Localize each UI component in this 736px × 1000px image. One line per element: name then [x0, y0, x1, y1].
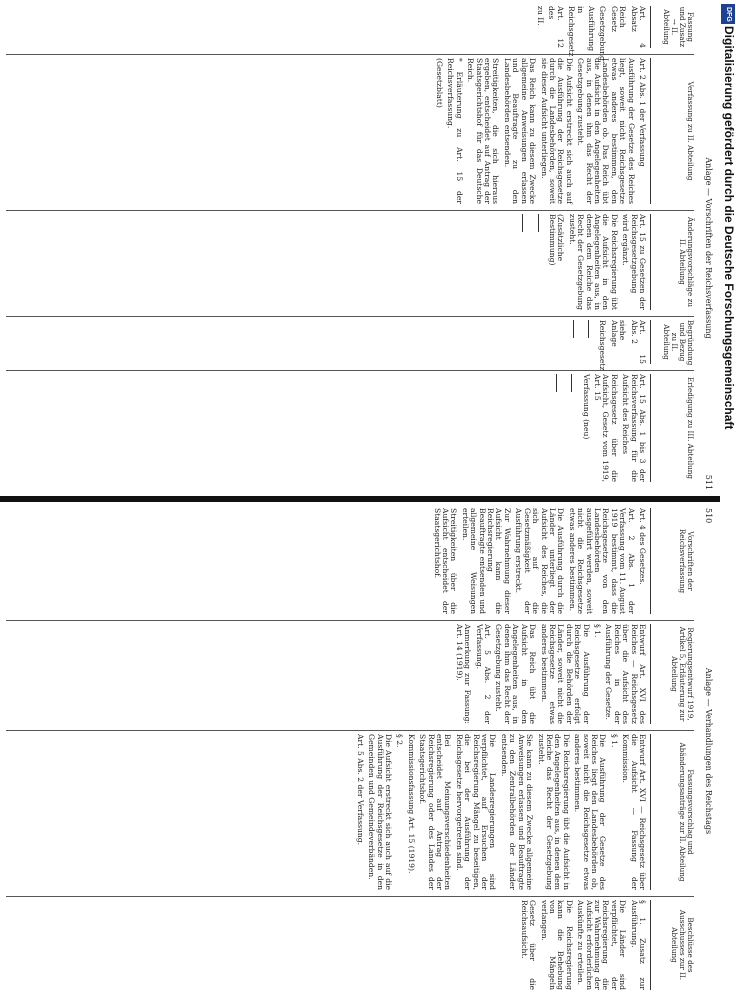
lower-column-3: [6, 734, 694, 894]
column-text: Streitigkeiten über die Aufsicht entscheidet der Staatsgerichtshof.: [432, 508, 459, 614]
column-text: Gesetz über die Reichsaufsicht.: [519, 900, 538, 990]
upper-columns: [6, 6, 694, 490]
lower-column-2: [6, 624, 694, 728]
column-text: Die Reichsregierung übt die Aufsicht in den Angelegenheiten aus, in denen dem Reiche das Recht der Gesetzgebung zusteht.: [567, 214, 619, 310]
column-text: § 2.: [395, 734, 405, 748]
upper-column-4: [6, 320, 695, 371]
column-rule: [6, 730, 694, 731]
upper-column-5: [6, 374, 694, 486]
column-header: Beschlüsse des Ausschusses zur II. Abteilung: [650, 900, 694, 990]
column-text: Art. 15 Abs. 2: [629, 320, 647, 364]
column-text: Die Aufsicht erstreckt sich auch auf die Ausführung der Reichsgesetze durch die Landesbehörden, soweit sie dieser Aufsicht unterliegen.: [539, 58, 574, 204]
column-text: Art. 5 Abs. 2 der Verfassung.: [474, 624, 493, 724]
column-header: Fassung und Zusatz → II. Abteilung: [650, 6, 694, 48]
column-text: Zur Wahrnehmung dieser Aufsicht kann die Reichsregierung Beauftragte entsenden und allgemeine Weisungen erteilen.: [460, 508, 512, 614]
lower-page: [0, 502, 720, 1000]
blank-dash: [538, 214, 539, 232]
column-header: Erledigung zu III. Abteilung: [650, 374, 694, 482]
column-text: Streitigkeiten, die sich hieraus ergeben, entscheidet auf Antrag der Staatsgerichtshof für das Deutsche Reich.: [466, 58, 501, 204]
digitization-banner: [720, 0, 736, 1000]
lower-column-1: [6, 508, 694, 618]
column-text: Entwurf Art. XVI des Reiches — Reichsgesetz über die Aufsicht des Reiches in der Ausführung der Gesetze.: [604, 624, 647, 724]
column-text: Ausführung der Gesetze des Reiches liegt, soweit nicht Reichsgesetze etwas anderes bestimmen, den Landesbehörden ob. Das Reich übt die Aufsicht in den Angelegenheiten aus, in denen ihm das Recht der Gesetzgebung zusteht.: [576, 58, 636, 204]
column-header: Begründung und Bezug zu II. Abteilung: [650, 320, 694, 364]
column-text: Kommissionsfassung Art. 15 (1919).: [406, 734, 416, 874]
column-rule: [6, 210, 694, 211]
column-text: Sie kann zu diesem Zwecke allgemeine Anweisungen erlassen und Beauftragte zu den Zentralbehörden der Länder entsenden.: [499, 734, 535, 890]
column-text: Die Reichsregierung übt die Aufsicht in den Angelegenheiten aus, in denen dem Reiche das Recht der Gesetzgebung zusteht.: [536, 734, 571, 890]
upper-running-head: Anlage — Vorschriften der Reichsverfassung: [704, 157, 713, 339]
lower-column-4: [6, 900, 694, 994]
column-header: Änderungsvorschläge zu II. Abteilung: [650, 214, 694, 310]
column-text: Art. 12 des: [547, 6, 565, 48]
lower-page-number: 510: [704, 508, 713, 524]
upper-column-1: [6, 6, 695, 61]
column-text: Verfassung (neu): [581, 374, 591, 440]
column-text: siehe Anlage: [609, 320, 628, 347]
column-text: Art. 4 des Gesetzes.: [638, 508, 647, 585]
column-header: Verfassung zu II. Abteilung: [650, 58, 694, 204]
column-text: Das Reich kann zu diesem Zwecke allgemeine Anweisungen erlassen und Beauftragte zu den Landesbehörden entsenden.: [502, 58, 538, 204]
column-text: in Reichsgesetz: [567, 6, 585, 57]
column-text: Art. 2 Abs. 1 der Verfassung: [638, 58, 647, 167]
column-text: Die Länder sind verpflichtet, der Reichsregierung die zur Wahrnehmung der Aufsicht erforderlichen Auskünfte zu erteilen.: [576, 900, 628, 990]
column-text: Art. 4 Absatz: [629, 6, 647, 48]
upper-page-number: 511: [704, 474, 713, 490]
blank-dash: [522, 214, 523, 232]
upper-column-2: [6, 58, 694, 208]
column-header: Fassungsvorschlag und Abänderungsanträge zur II. Abteilung: [650, 734, 694, 890]
upper-column-3: [6, 214, 694, 314]
column-text: Art. 2 Abs. 1 der Verfassung vom 11. August 1919 bestimmt, dass die Reichsgesetze von den Landesbehörden ausgeführt werden, soweit nicht die Reichsgesetze etwas anderes bestimmen.: [567, 508, 636, 614]
upper-page: [0, 0, 720, 496]
column-text: Die Ausführung der Gesetze des Reiches liegt den Landesbehörden ob, soweit nicht die Reichsgesetze etwas anderes bestimmen.: [573, 734, 608, 890]
column-text: Anmerkung zur Fassung: Art. 14 (1919).: [454, 624, 473, 724]
lower-columns: [6, 508, 694, 994]
column-text: * Erläuterung zu Art. 15 der Reichsverfassung.: [446, 58, 464, 204]
blank-dash: [588, 320, 589, 338]
column-text: Die Ausführung der Reichsgesetze erfolgt durch die Behörden der Länder, soweit nicht die Reichsgesetze etwas anderes bestimmen.: [539, 624, 591, 724]
column-text: (Zusätzliche Bestimmung): [547, 214, 566, 266]
column-text: § 1.: [609, 734, 619, 748]
column-text: § 1.: [592, 624, 602, 638]
blank-dash: [573, 320, 574, 338]
column-text: Art. 5 Abs. 2 der Verfassung.: [355, 734, 365, 846]
column-text: Bei Meinungsverschiedenheiten entscheidet auf Antrag der Reichsregierung oder des Landes der Staatsgerichtshof.: [418, 734, 453, 890]
dfg-logo: DFG: [721, 4, 735, 24]
column-rule: [6, 54, 694, 55]
column-rule: [6, 316, 694, 317]
column-text: § 1. Zusatz zur Ausführung.: [629, 900, 647, 990]
column-rule: [6, 896, 694, 897]
column-text: Ausführung: [586, 6, 596, 52]
column-text: Reichsgesetz: [598, 320, 608, 371]
column-rule: [6, 620, 694, 621]
column-rule: [6, 370, 694, 371]
column-text: Entwurf Art. XVI — Reichsgesetz über die Aufsicht — Fassung der Kommission.: [621, 734, 647, 890]
column-text: (Gesetzblatt): [435, 58, 445, 108]
blank-dash: [556, 374, 557, 392]
column-text: zu II.: [535, 6, 545, 26]
column-text: Die Ausführung durch die Länder unterliegt der Aufsicht des Reiches, die sich auf die Gesetzmäßigkeit der Ausführung erstreckt.: [514, 508, 566, 614]
column-text: Gesetzgebung: [598, 6, 608, 61]
column-text: Reichsgesetz über die Aufsicht, Gesetz vom 1919, Art. 15: [592, 374, 619, 482]
column-header: Vorschriften der Reichsverfassung: [650, 508, 694, 614]
column-text: Art. 15 Abs. 1 bis 3 der Reichsverfassung für die Aufsicht des Reiches: [621, 374, 647, 482]
column-text: Reich Gesetz: [609, 6, 628, 33]
column-text: Die Reichsregierung kann die Behebung von Mängeln verlangen.: [539, 900, 574, 990]
column-text: Das Reich übt die Aufsicht in den Angelegenheiten aus, in denen ihm das Recht der Gesetzgebung zusteht.: [494, 624, 538, 724]
blank-dash: [571, 374, 572, 392]
column-text: Die Aufsicht erstreckt sich auch auf die Ausführung der Reichsgesetze in den Gemeinden und Gemeindeverbänden.: [367, 734, 394, 890]
column-header: Regierungsentwurf 1919, Artikel 5, Erläuterung zur Abteilung: [650, 624, 694, 724]
lower-running-head: Anlage — Verhandlungen des Reichstags: [704, 667, 713, 835]
column-text: Art. 15 zu Gesetzen der Reichsgesetzgebung wird ergänzt.: [621, 214, 647, 310]
column-text: Die Landesregierungen sind verpflichtet, auf Ersuchen der Reichsregierung Mängel zu beseitigen, die bei der Ausführung der Reichsgesetze hervorgetreten sind.: [454, 734, 498, 890]
banner-text: Digitalisierung gefördert durch die Deutsche Forschungsgemeinschaft: [722, 26, 736, 430]
